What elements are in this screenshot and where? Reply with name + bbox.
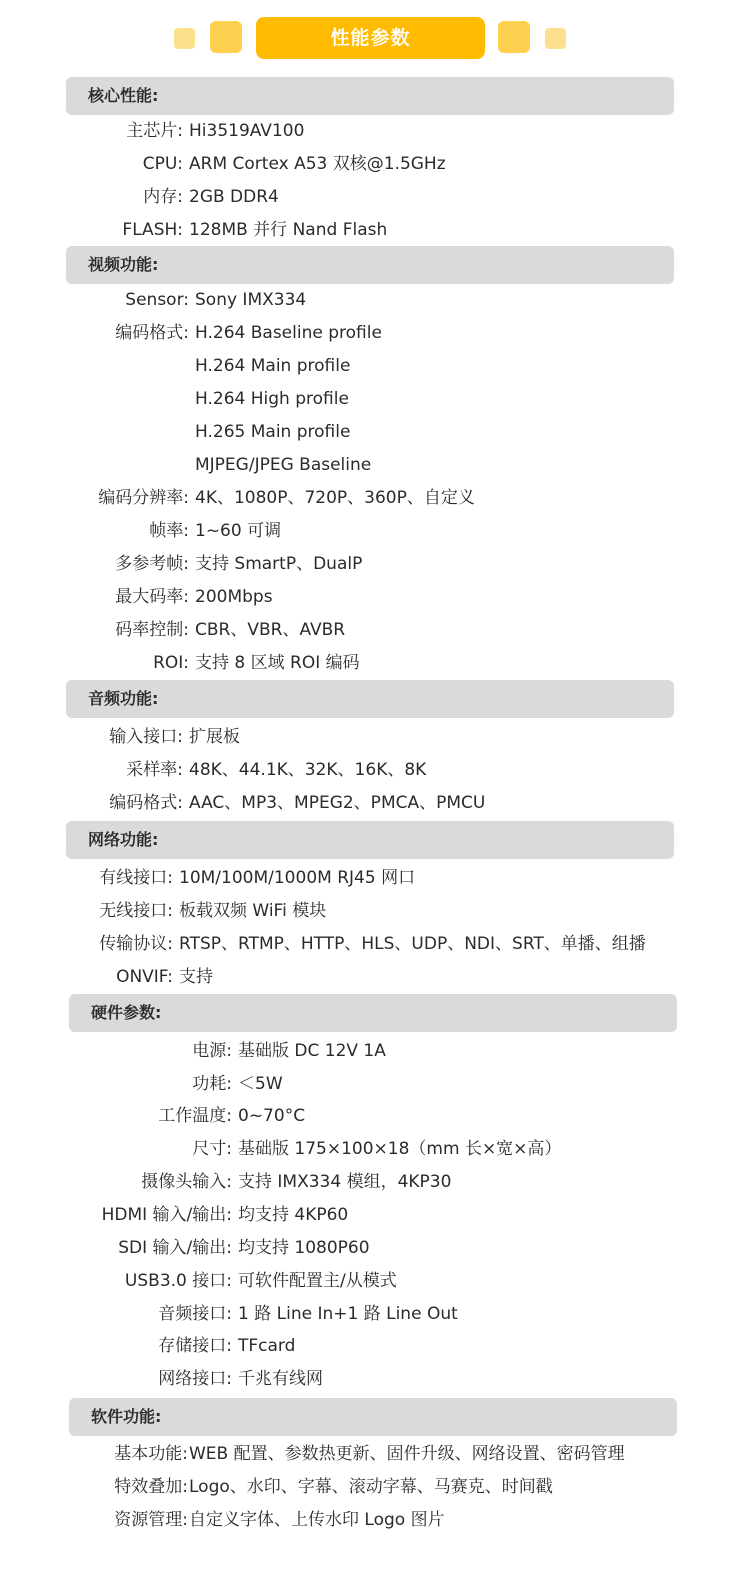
spec-value: Hi3519AV100 (189, 121, 305, 141)
spec-value: CBR、VBR、AVBR (195, 620, 346, 640)
spec-row (0, 549, 750, 579)
spec-label: 资源管理: (114, 1510, 188, 1530)
section-header-software (69, 1398, 677, 1436)
spec-label: Sensor: (125, 290, 189, 310)
spec-row (0, 788, 750, 818)
spec-value: 支持 SmartP、DualP (195, 554, 363, 574)
spec-row (0, 285, 750, 315)
spec-label: 工作温度: (158, 1106, 232, 1126)
spec-row (0, 929, 750, 959)
spec-row (0, 1036, 750, 1066)
section-title: 音频功能: (88, 689, 159, 708)
spec-row (0, 582, 750, 612)
spec-row (0, 450, 750, 480)
spec-row (0, 1505, 750, 1535)
spec-row (0, 1134, 750, 1164)
spec-row (0, 215, 750, 245)
decor-square-left-large (210, 21, 242, 53)
spec-row (0, 1364, 750, 1394)
spec-value: 1~60 可调 (195, 521, 282, 541)
spec-label: 音频接口: (158, 1304, 232, 1324)
spec-label: 主芯片: (126, 121, 183, 141)
section-header-core (66, 77, 674, 115)
spec-label: 尺寸: (192, 1139, 232, 1159)
spec-label: 电源: (192, 1041, 232, 1061)
spec-row (0, 1331, 750, 1361)
spec-label: 编码格式: (109, 793, 183, 813)
spec-row (0, 863, 750, 893)
spec-value: MJPEG/JPEG Baseline (195, 455, 372, 475)
spec-row (0, 384, 750, 414)
spec-value: AAC、MP3、MPEG2、PMCA、PMCU (189, 793, 486, 813)
spec-row (0, 516, 750, 546)
spec-row (0, 149, 750, 179)
spec-row (0, 1233, 750, 1263)
spec-label: 网络接口: (158, 1369, 232, 1389)
spec-label: 存储接口: (158, 1336, 232, 1356)
spec-value: WEB 配置、参数热更新、固件升级、网络设置、密码管理 (189, 1444, 625, 1464)
spec-value: H.265 Main profile (195, 422, 351, 442)
decor-square-right-small (545, 28, 566, 49)
spec-label: 采样率: (126, 760, 183, 780)
section-title: 软件功能: (91, 1407, 162, 1426)
spec-value: 1 路 Line In+1 路 Line Out (238, 1304, 458, 1324)
spec-value: 基础版 DC 12V 1A (238, 1041, 386, 1061)
spec-label: 有线接口: (99, 868, 173, 888)
spec-value: 可软件配置主/从模式 (238, 1271, 397, 1291)
spec-row (0, 1299, 750, 1329)
section-header-network (66, 821, 674, 859)
spec-value: 48K、44.1K、32K、16K、8K (189, 760, 427, 780)
section-title: 网络功能: (88, 830, 159, 849)
spec-value: TFcard (238, 1336, 296, 1356)
spec-row (0, 1069, 750, 1099)
spec-value: ARM Cortex A53 双核@1.5GHz (189, 154, 446, 174)
section-title: 核心性能: (88, 86, 159, 105)
spec-row (0, 896, 750, 926)
spec-label: CPU: (142, 154, 183, 174)
spec-value: Logo、水印、字幕、滚动字幕、马赛克、时间戳 (189, 1477, 553, 1497)
spec-row (0, 962, 750, 992)
spec-value: ＜5W (238, 1074, 283, 1094)
spec-value: 自定义字体、上传水印 Logo 图片 (189, 1510, 445, 1530)
spec-row (0, 615, 750, 645)
spec-row (0, 1167, 750, 1197)
spec-value: 128MB 并行 Nand Flash (189, 220, 388, 240)
spec-label: 传输协议: (99, 934, 173, 954)
spec-label: 功耗: (192, 1074, 232, 1094)
spec-value: Sony IMX334 (195, 290, 307, 310)
spec-label: ONVIF: (116, 967, 173, 987)
spec-row (0, 1200, 750, 1230)
spec-row (0, 1101, 750, 1131)
spec-label: SDI 输入/输出: (118, 1238, 232, 1258)
spec-label: 基本功能: (114, 1444, 188, 1464)
spec-value: 支持 8 区域 ROI 编码 (195, 653, 360, 673)
page-title: 性能参数 (256, 17, 485, 59)
spec-label: 编码格式: (115, 323, 189, 343)
spec-value: H.264 Main profile (195, 356, 351, 376)
spec-label: 摄像头输入: (141, 1172, 232, 1192)
spec-label: 多参考帧: (115, 554, 189, 574)
spec-label: ROI: (153, 653, 189, 673)
spec-value: 4K、1080P、720P、360P、自定义 (195, 488, 475, 508)
spec-label: 最大码率: (115, 587, 189, 607)
spec-row (0, 182, 750, 212)
spec-row (0, 648, 750, 678)
spec-value: 均支持 1080P60 (238, 1238, 370, 1258)
spec-row (0, 722, 750, 752)
spec-label: 编码分辨率: (98, 488, 189, 508)
spec-label: 输入接口: (109, 727, 183, 747)
spec-value: 基础版 175×100×18（mm 长×宽×高） (238, 1139, 562, 1159)
spec-value: H.264 Baseline profile (195, 323, 382, 343)
spec-value: RTSP、RTMP、HTTP、HLS、UDP、NDI、SRT、单播、组播 (179, 934, 646, 954)
spec-label: FLASH: (122, 220, 183, 240)
spec-row (0, 351, 750, 381)
decor-square-left-small (174, 28, 195, 49)
spec-value: H.264 High profile (195, 389, 349, 409)
spec-label: 特效叠加: (114, 1477, 188, 1497)
spec-label: 无线接口: (99, 901, 173, 921)
spec-value: 支持 IMX334 模组，4KP30 (238, 1172, 452, 1192)
spec-value: 板载双频 WiFi 模块 (179, 901, 327, 921)
section-title: 硬件参数: (91, 1003, 162, 1022)
spec-row (0, 116, 750, 146)
spec-value: 扩展板 (189, 727, 240, 747)
spec-value: 支持 (179, 967, 213, 987)
spec-row (0, 755, 750, 785)
spec-row (0, 1439, 750, 1469)
spec-value: 10M/100M/1000M RJ45 网口 (179, 868, 416, 888)
spec-row (0, 483, 750, 513)
spec-value: 200Mbps (195, 587, 273, 607)
spec-value: 2GB DDR4 (189, 187, 279, 207)
spec-row (0, 318, 750, 348)
spec-label: 帧率: (149, 521, 189, 541)
spec-label: USB3.0 接口: (124, 1271, 232, 1291)
section-header-video (66, 246, 674, 284)
spec-row (0, 417, 750, 447)
spec-value: 0~70°C (238, 1106, 306, 1126)
spec-value: 千兆有线网 (238, 1369, 323, 1389)
spec-label: HDMI 输入/输出: (101, 1205, 232, 1225)
section-title: 视频功能: (88, 255, 159, 274)
spec-value: 均支持 4KP60 (238, 1205, 349, 1225)
section-header-audio (66, 680, 674, 718)
spec-row (0, 1266, 750, 1296)
spec-row (0, 1472, 750, 1502)
decor-square-right-large (498, 21, 530, 53)
spec-label: 码率控制: (115, 620, 189, 640)
section-header-hardware (69, 994, 677, 1032)
spec-label: 内存: (143, 187, 183, 207)
